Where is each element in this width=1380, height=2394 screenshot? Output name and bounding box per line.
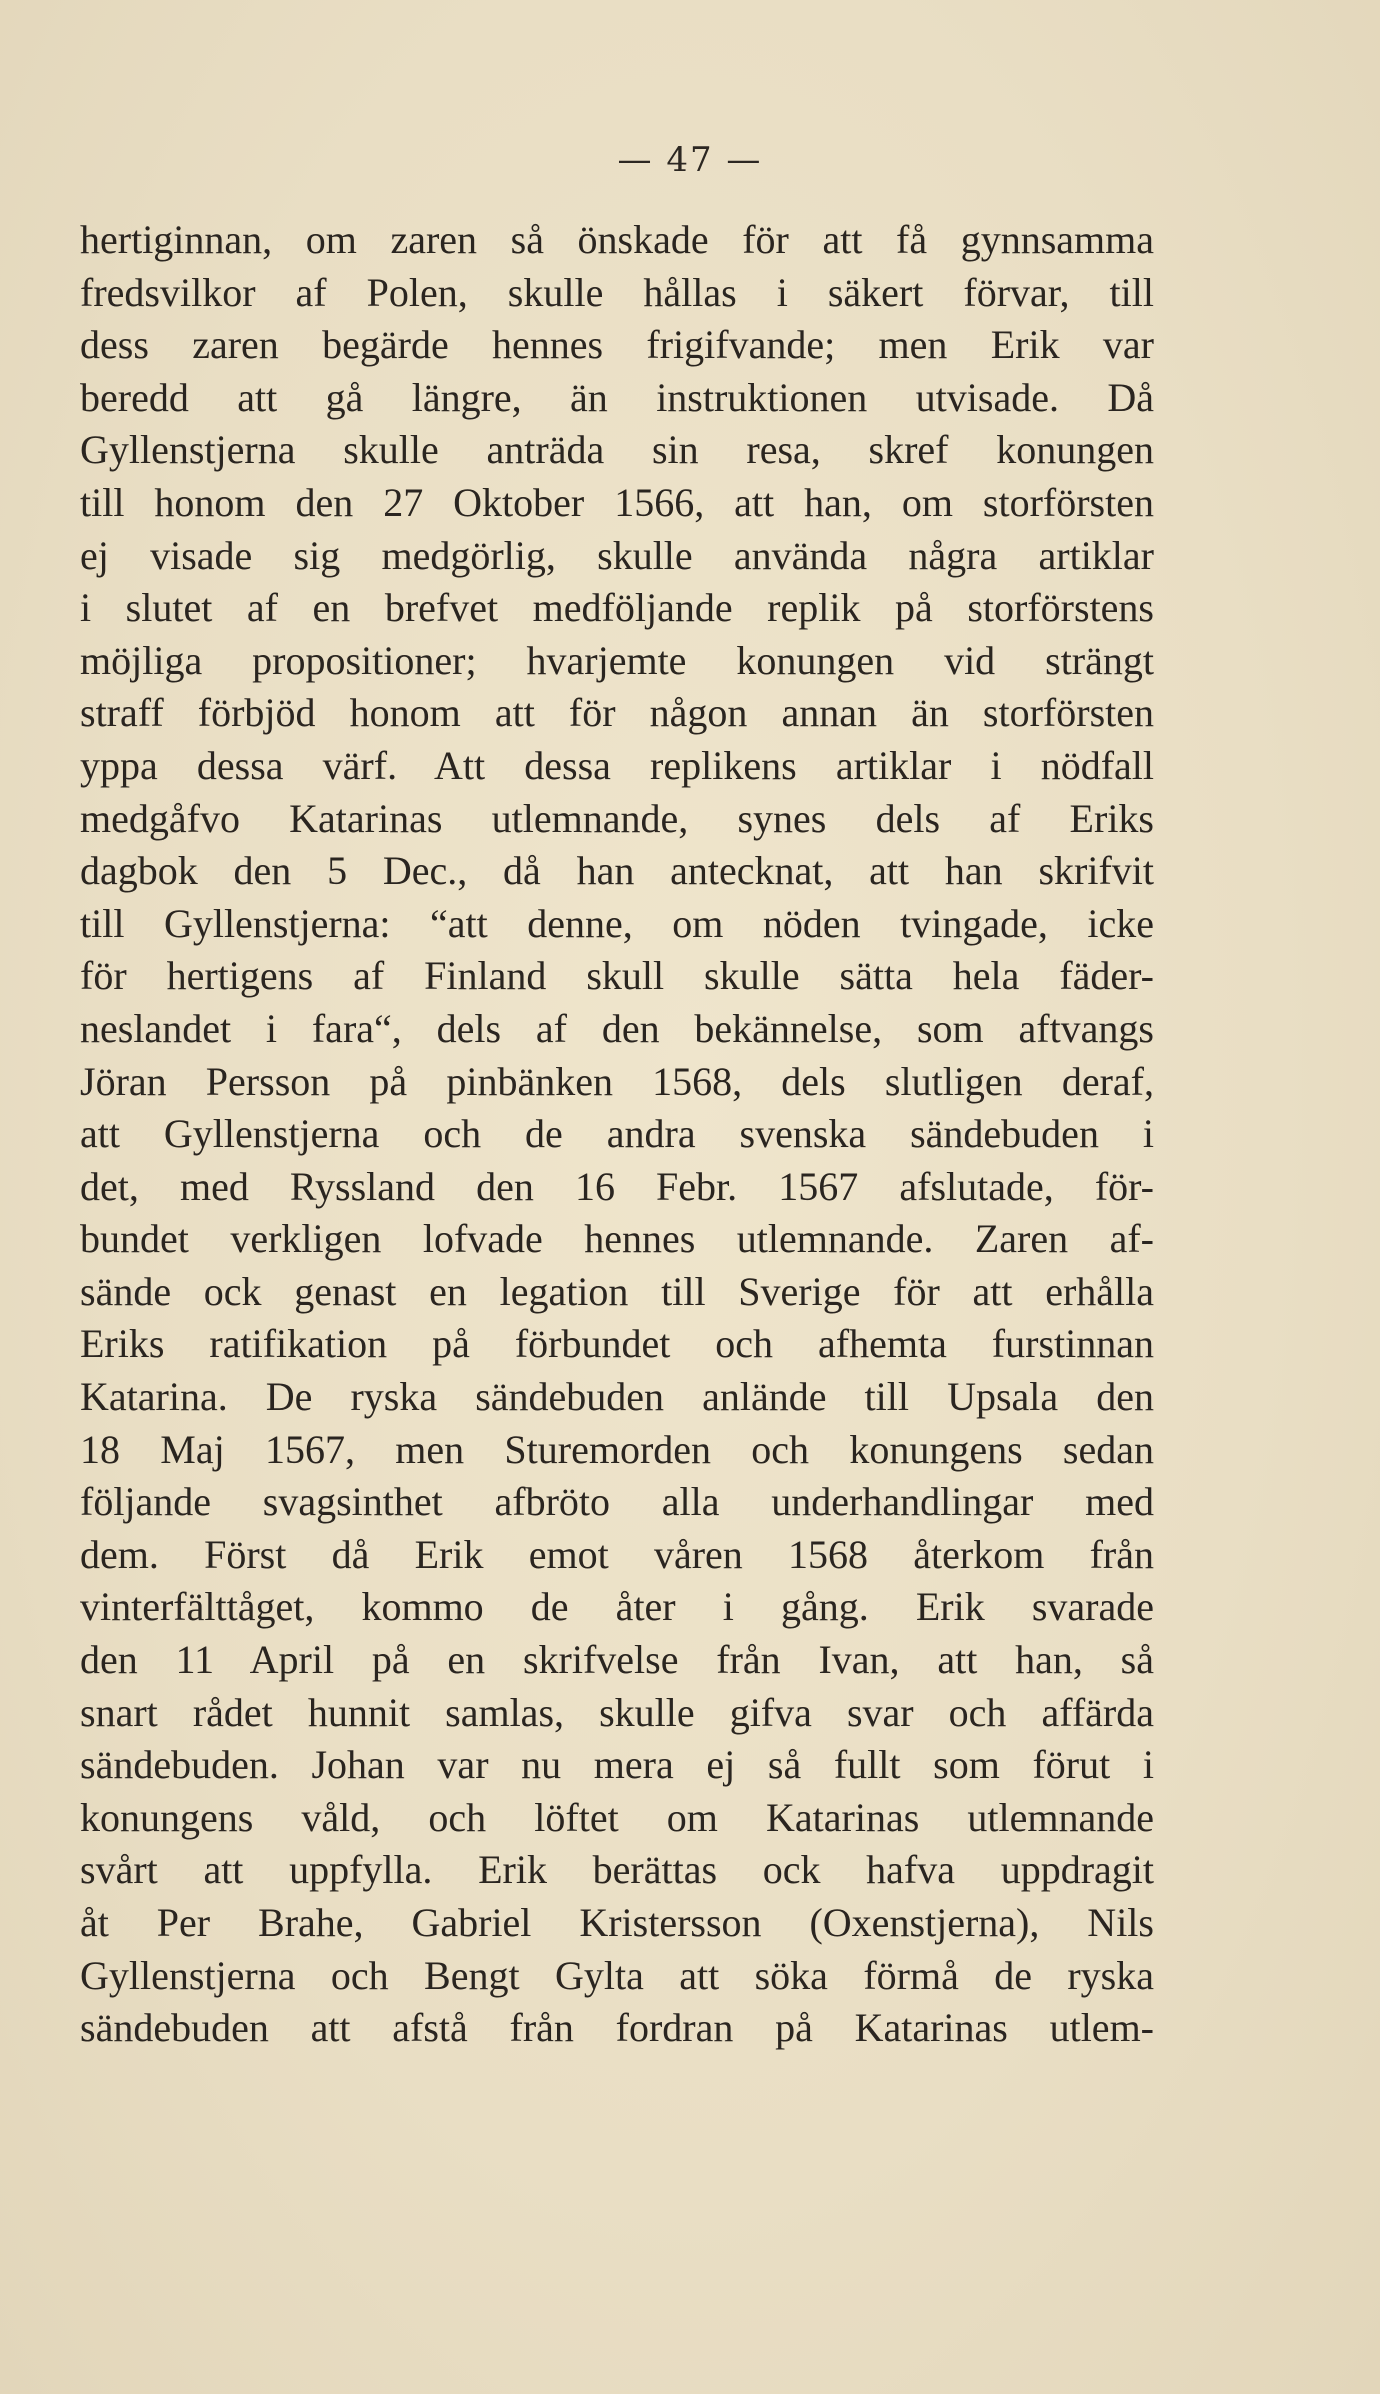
text-line-16: neslandet i fara“, dels af den bekännelse, som aftvangs <box>80 1005 1154 1051</box>
text-line-30: sändebuden. Johan var nu mera ej så fullt som förut i <box>80 1742 1154 1788</box>
text-line-6: till honom den 27 Oktober 1566, att han, om storförsten <box>80 479 1154 525</box>
text-line-31: konungens våld, och löftet om Katarinas utlemnande <box>80 1794 1154 1840</box>
text-line-23: Katarina. De ryska sändebuden anlände till Upsala den <box>80 1374 1154 1420</box>
text-line-14: till Gyllenstjerna: “att denne, om nöden tvingade, icke <box>80 900 1154 946</box>
text-line-35: sändebuden att afstå från fordran på Katarinas utlem- <box>80 2005 1154 2051</box>
body-text <box>80 214 1154 2055</box>
text-line-5: Gyllenstjerna skulle anträda sin resa, skref konungen <box>80 427 1154 473</box>
text-line-26: dem. Först då Erik emot våren 1568 återkom från <box>80 1531 1154 1577</box>
text-line-33: åt Per Brahe, Gabriel Kristersson (Oxenstjerna), Nils <box>80 1900 1154 1945</box>
text-line-20: bundet verkligen lofvade hennes utlemnande. Zaren af- <box>80 1216 1154 1262</box>
text-line-17: Jöran Persson på pinbänken 1568, dels slutligen deraf, <box>80 1058 1154 1104</box>
text-line-19: det, med Ryssland den 16 Febr. 1567 afslutade, för- <box>80 1163 1154 1209</box>
text-line-29: snart rådet hunnit samlas, skulle gifva svar och affärda <box>80 1689 1154 1735</box>
text-line-28: den 11 April på en skrifvelse från Ivan, att han, så <box>80 1637 1154 1683</box>
text-line-34: Gyllenstjerna och Bengt Gylta att söka förmå de ryska <box>80 1952 1154 1998</box>
page-number: — 47 — <box>617 140 763 180</box>
text-line-12: medgåfvo Katarinas utlemnande, synes dels af Eriks <box>80 795 1154 841</box>
text-line-2: fredsvilkor af Polen, skulle hållas i säkert förvar, till <box>80 269 1154 315</box>
text-line-32: svårt att uppfylla. Erik berättas ock hafva uppdragit <box>80 1847 1154 1893</box>
text-line-9: möjliga propositioner; hvarjemte konungen vid strängt <box>80 637 1154 683</box>
text-line-18: att Gyllenstjerna och de andra svenska sändebuden i <box>80 1111 1154 1157</box>
text-line-13: dagbok den 5 Dec., då han antecknat, att han skrifvit <box>80 848 1154 894</box>
text-line-24: 18 Maj 1567, men Sturemorden och konungens sedan <box>80 1426 1154 1472</box>
text-line-15: för hertigens af Finland skull skulle sätta hela fäder- <box>80 953 1154 999</box>
text-line-3: dess zaren begärde hennes frigifvande; men Erik var <box>80 322 1154 368</box>
text-line-22: Eriks ratifikation på förbundet och afhemta furstinnan <box>80 1321 1154 1367</box>
text-line-1: hertiginnan, om zaren så önskade för att få gynnsamma <box>80 217 1154 262</box>
text-line-21: sände ock genast en legation till Sverige för att erhålla <box>80 1268 1154 1314</box>
text-line-4: beredd att gå längre, än instruktionen utvisade. Då <box>80 374 1154 420</box>
text-line-25: följande svagsinthet afbröto alla underhandlingar med <box>80 1479 1154 1525</box>
text-line-27: vinterfälttåget, kommo de åter i gång. Erik svarade <box>80 1584 1154 1630</box>
text-line-7: ej visade sig medgörlig, skulle använda några artiklar <box>80 532 1154 578</box>
text-line-8: i slutet af en brefvet medföljande replik på storförstens <box>80 585 1154 631</box>
text-line-10: straff förbjöd honom att för någon annan än storförsten <box>80 690 1154 736</box>
text-line-11: yppa dessa värf. Att dessa replikens artiklar i nödfall <box>80 742 1154 788</box>
